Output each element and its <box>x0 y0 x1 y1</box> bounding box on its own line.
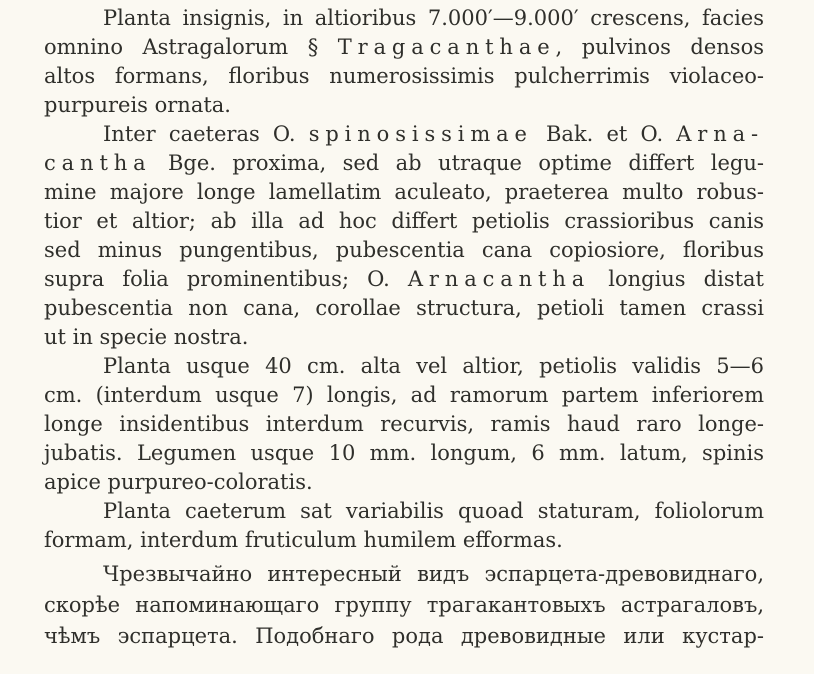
text-line: ut in specie nostra. <box>44 325 249 349</box>
text-line: formam, interdum fruticulum humilem efformas. <box>44 528 563 552</box>
text-line: purpureis ornata. <box>44 93 231 117</box>
text-line: Чрезвычайно интересный видъ эспарцета-древовиднаго, <box>103 562 764 586</box>
text-line: jubatis. Legumen usque 10 mm. longum, 6 mm. latum, spinis <box>44 441 764 465</box>
text-line: altos formans, floribus numerosissimis pulcherrimis violaceo- <box>44 64 764 88</box>
spaced-word: Tragacanthae <box>337 35 556 59</box>
text-line-start: omnino Astragalorum § <box>44 35 338 59</box>
text-line: Planta caeterum sat variabilis quoad staturam, foliolorum <box>103 499 764 523</box>
text-line-end: , pulvinos densos <box>555 35 765 59</box>
text-line-start: Inter caeteras O. <box>103 122 309 146</box>
spaced-word: cantha <box>44 151 152 175</box>
text-line-middle: Bak. et O. <box>532 122 677 146</box>
text-line: pubescentia non cana, corollae structura, petioli tamen crassi <box>44 296 764 320</box>
text-line-end: longius distat <box>590 267 764 291</box>
text-line: sed minus pungentibus, pubescentia cana copiosiore, floribus <box>44 238 764 262</box>
text-line: Planta usque 40 cm. alta vel altior, petiolis validis 5—6 <box>103 354 764 378</box>
text-line: cm. (interdum usque 7) longis, ad ramorum partem inferiorem <box>44 383 764 407</box>
text-line: скорѣе напоминающаго группу трагакантовыхъ астрагаловъ, <box>44 593 764 617</box>
text-line: longe insidentibus interdum recurvis, ramis haud raro longe- <box>44 412 764 436</box>
text-line-end: Bge. proxima, sed ab utraque optime differt legu- <box>151 151 764 175</box>
text-line-start: supra folia prominentibus; O. <box>44 267 408 291</box>
text-line <box>44 149 764 178</box>
text-line <box>44 265 764 294</box>
spaced-word: Arnacantha <box>407 267 591 291</box>
text-line: mine majore longe lamellatim aculeato, praeterea multo robus- <box>44 180 764 204</box>
text-line: Planta insignis, in altioribus 7.000′—9.000′ crescens, facies <box>103 6 764 30</box>
text-line <box>44 33 764 62</box>
text-line: tior et altior; ab illa ad hoc differt petiolis crassioribus canis <box>44 209 764 233</box>
text-line: чѣмъ эспарцета. Подобнаго рода древовидные или кустар- <box>44 624 764 648</box>
text-line: apice purpureo-coloratis. <box>44 470 313 494</box>
spaced-word: spinosissimae <box>308 122 533 146</box>
text-line <box>103 120 764 149</box>
spaced-word: Arna- <box>676 122 764 146</box>
